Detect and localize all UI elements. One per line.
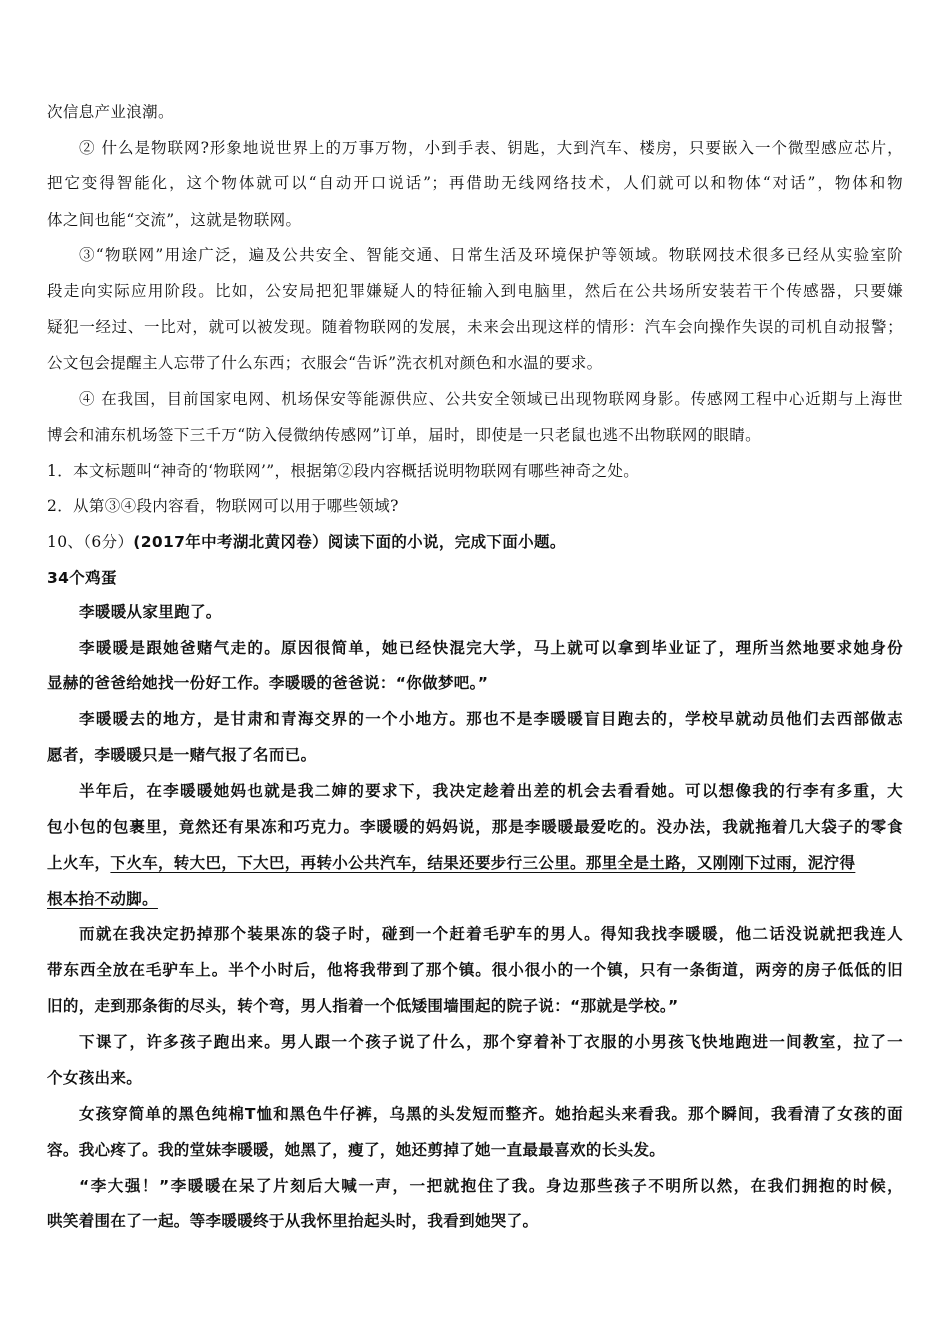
story-paragraph-4-line-1: 半年后，在李暖暖她妈也就是我二婶的要求下，我决定趁着出差的机会去看看她。可以想像我的行李有多重，大: [79, 782, 903, 800]
task-10-number: 10、: [47, 533, 84, 551]
paragraph-4-line-1: ④ 在我国，目前国家电网、机场保安等能源供应、公共安全领域已出现物联网身影。传感网工程中心近期与上海世: [79, 390, 903, 408]
story-paragraph-5-line-2: 带东西全放在毛驴车上。半个小时后，他将我带到了那个镇。很小很小的一个镇，只有一条街道，两旁的房子低低的旧: [47, 961, 903, 979]
story-paragraph-2-line-1: 李暖暖是跟她爸赌气走的。原因很简单，她已经快混完大学，马上就可以拿到毕业证了，理所当然地要求她身份: [79, 639, 903, 657]
paragraph-2-line-3: 体之间也能“交流”，这就是物联网。: [47, 211, 302, 229]
story-paragraph-6-line-2: 个女孩出来。: [47, 1069, 143, 1087]
task-10-source: (2017年中考湖北黄冈卷）: [133, 533, 328, 551]
story-paragraph-7-line-2: 容。我心疼了。我的堂妹李暖暖，她黑了，瘦了，她还剪掉了她一直最最喜欢的长头发。: [47, 1141, 666, 1159]
story-title: 34个鸡蛋: [47, 569, 117, 587]
task-10-score: （6分）: [83, 533, 134, 551]
task-10-heading: [47, 530, 903, 554]
story-paragraph-5-line-3: 旧的，走到那条街的尽头，转个弯，男人指着一个低矮围墙围起的院子说：“那就是学校。”: [47, 997, 679, 1015]
paragraph-3-line-1: ③“物联网”用途广泛，遍及公共安全、智能交通、日常生活及环境保护等领域。物联网技术很多已经从实验室阶: [79, 246, 903, 264]
story-paragraph-1: 李暖暖从家里跑了。: [79, 603, 222, 621]
story-paragraph-8-line-1: “李大强！”李暖暖在呆了片刻后大喊一声，一把就抱住了我。身边那些孩子不明所以然，在我们拥抱的时候，: [79, 1177, 903, 1195]
question-1: 1．本文标题叫“神奇的‘物联网’”，根据第②段内容概括说明物联网有哪些神奇之处。: [47, 462, 640, 480]
story-paragraph-7-line-1: 女孩穿简单的黑色纯棉T恤和黑色牛仔裤，乌黑的头发短而整齐。她抬起头来看我。那个瞬间，我看清了女孩的面: [79, 1105, 903, 1123]
story-paragraph-4-line-3: [47, 851, 903, 875]
paragraph-4-line-2: 博会和浦东机场签下三千万“防入侵微纳传感网”订单，届时，即使是一只老鼠也逃不出物联网的眼睛。: [47, 426, 761, 444]
story-paragraph-3-line-1: 李暖暖去的地方，是甘肃和青海交界的一个小地方。那也不是李暖暖盲目跑去的，学校早就动员他们去西部做志: [79, 710, 903, 728]
story-paragraph-8-line-2: 哄笑着围在了一起。等李暖暖终于从我怀里抬起头时，我看到她哭了。: [47, 1212, 539, 1230]
underlined-passage: 下火车，转大巴，下大巴，再转小公共汽车，结果还要步行三公里。那里全是土路，又刚刚下过雨，泥泞得: [110, 854, 856, 872]
paragraph-3-line-4: 公文包会提醒主人忘带了什么东西；衣服会“告诉”洗衣机对颜色和水温的要求。: [47, 354, 603, 372]
story-paragraph-3-line-2: 愿者，李暖暖只是一赌气报了名而已。: [47, 746, 317, 764]
paragraph-3-line-3: 疑犯一经过、一比对，就可以被发现。随着物联网的发展，未来会出现这样的情形：汽车会向操作失误的司机自动报警；: [47, 318, 903, 336]
story-paragraph-4-line-4: [47, 887, 903, 911]
paragraph-1-tail: 次信息产业浪潮。: [47, 103, 174, 121]
paragraph-2-line-1: ② 什么是物联网?形象地说世界上的万事万物，小到手表、钥匙，大到汽车、楼房，只要嵌入一个微型感应芯片，: [79, 139, 903, 157]
story-paragraph-4-line-3-start: 上火车，: [47, 854, 111, 872]
paragraph-2-line-2: 把它变得智能化，这个物体就可以“自动开口说话”；再借助无线网络技术，人们就可以和物体“对话”，物体和物: [47, 174, 903, 192]
story-paragraph-4-line-2: 包小包的包裹里，竟然还有果冻和巧克力。李暖暖的妈妈说，那是李暖暖最爱吃的。没办法，我就拖着几大袋子的零食: [47, 818, 903, 836]
paragraph-3-line-2: 段走向实际应用阶段。比如，公安局把犯罪嫌疑人的特征输入到电脑里，然后在公共场所安装若干个传感器，只要嫌: [47, 282, 903, 300]
story-paragraph-2-line-2: 显赫的爸爸给她找一份好工作。李暖暖的爸爸说：“你做梦吧。”: [47, 674, 489, 692]
story-paragraph-6-line-1: 下课了，许多孩子跑出来。男人跟一个孩子说了什么，那个穿着补丁衣服的小男孩飞快地跑进一间教室，拉了一: [79, 1033, 903, 1051]
question-2: 2．从第③④段内容看，物联网可以用于哪些领域?: [47, 497, 399, 515]
story-paragraph-5-line-1: 而就在我决定扔掉那个装果冻的袋子时，碰到一个赶着毛驴车的男人。得知我找李暖暖，他二话没说就把我连人: [79, 925, 903, 943]
underlined-passage-end: 根本抬不动脚。: [47, 890, 158, 908]
task-10-instruction: 阅读下面的小说，完成下面小题。: [327, 533, 566, 551]
